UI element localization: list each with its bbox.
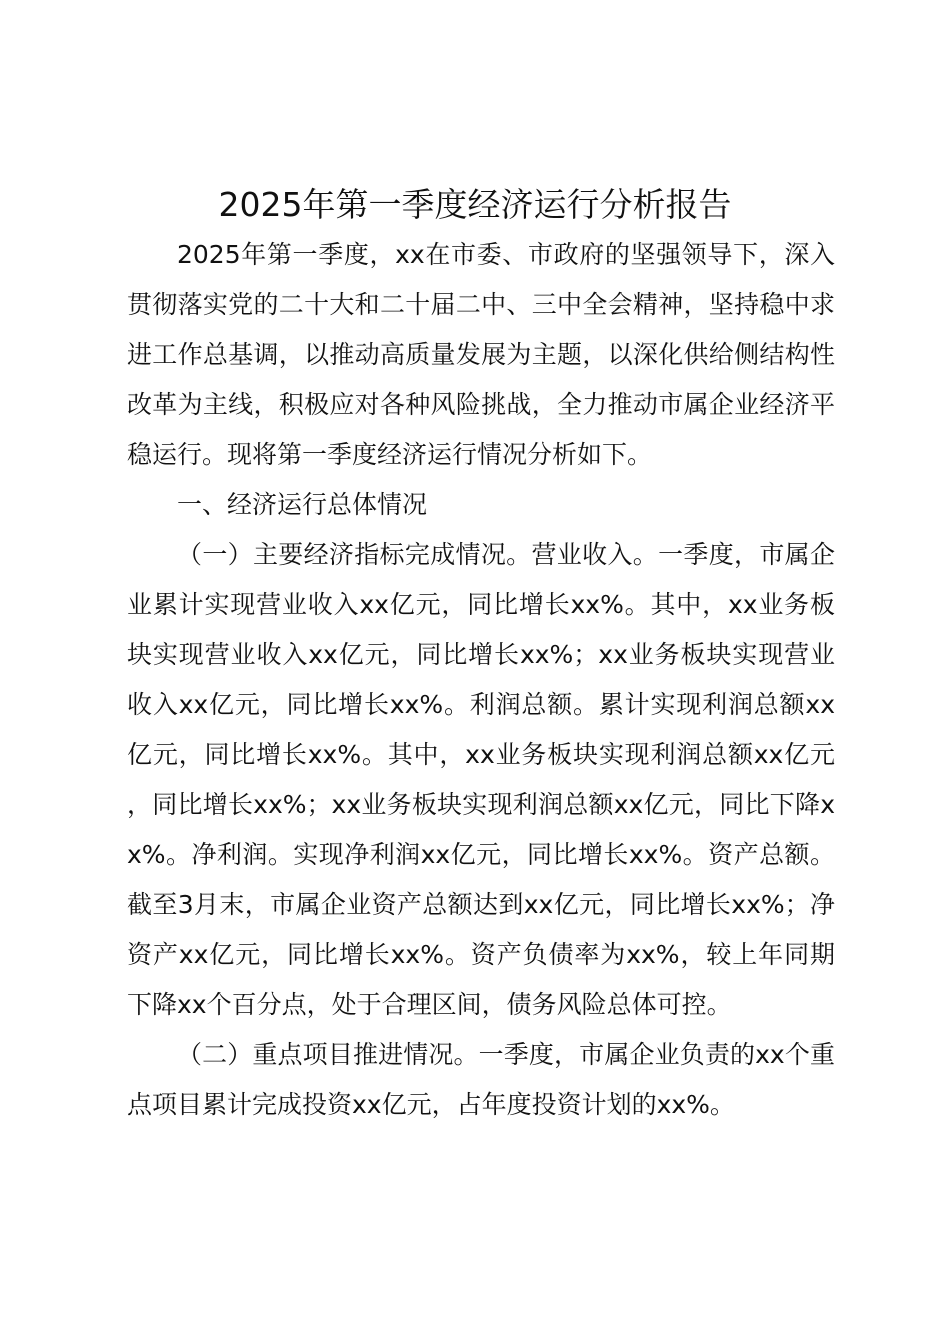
projects-paragraph: （二）重点项目推进情况。一季度，市属企业负责的xx个重点项目累计完成投资xx亿元，占年度投资计划的xx%。 (127, 1040, 835, 1119)
intro-paragraph: 2025年第一季度，xx在市委、市政府的坚强领导下，深入贯彻落实党的二十大和二十届二中、三中全会精神，坚持稳中求进工作总基调，以推动高质量发展为主题，以深化供给侧结构性改革为主线，积极应对各种风险挑战，全力推动市属企业经济平稳运行。现将第一季度经济运行情况分析如下。 (127, 240, 835, 469)
section-heading: 一、经济运行总体情况 (177, 490, 428, 519)
document-body (127, 230, 835, 1130)
indicators-paragraph: （一）主要经济指标完成情况。营业收入。一季度，市属企业累计实现营业收入xx亿元，同比增长xx%。其中，xx业务板块实现营业收入xx亿元，同比增长xx%；xx业务板块实现营业收入xx亿元，同比增长xx%。利润总额。累计实现利润总额xx亿元，同比增长xx%。其中，xx业务板块实现利润总额xx亿元，同比增长xx%；xx业务板块实现利润总额xx亿元，同比下降xx%。净利润。实现净利润xx亿元，同比增长xx%。资产总额。截至3月末，市属企业资产总额达到xx亿元，同比增长xx%；净资产xx亿元，同比增长xx%。资产负债率为xx%，较上年同期下降xx个百分点，处于合理区间，债务风险总体可控。 (127, 540, 835, 1019)
document-title: 2025年第一季度经济运行分析报告 (218, 185, 732, 224)
